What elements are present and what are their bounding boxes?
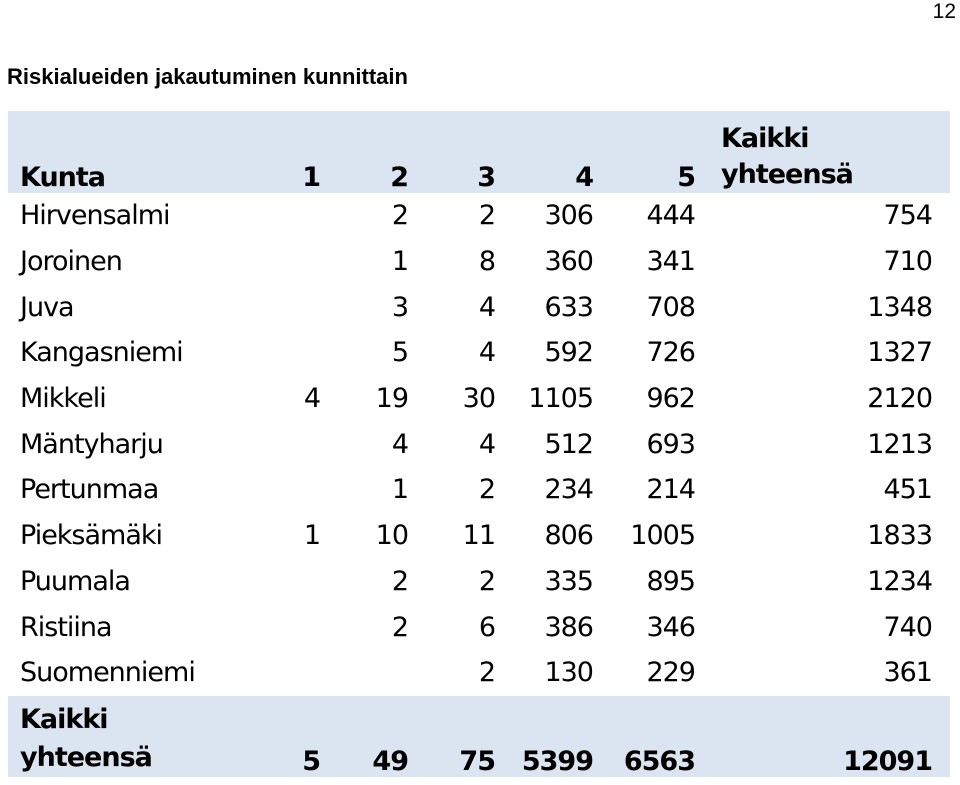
table-header-row xyxy=(8,111,950,193)
table-row xyxy=(8,650,950,696)
cell-class-5: 444 xyxy=(646,200,695,232)
cell-class-1 xyxy=(268,330,330,376)
cell-kunta: Mikkeli xyxy=(20,383,106,415)
cell-class-5: 895 xyxy=(646,565,695,597)
header-class-2: 2 xyxy=(390,162,408,193)
cell-class-1 xyxy=(268,284,330,330)
header-class-4: 4 xyxy=(575,162,593,193)
cell-class-3: 8 xyxy=(478,246,495,278)
footer-class-3: 75 xyxy=(459,745,495,777)
cell-class-2: 5 xyxy=(391,337,408,369)
cell-class-1 xyxy=(268,239,330,285)
cell-class-5: 708 xyxy=(646,291,695,323)
cell-class-5: 1005 xyxy=(630,520,695,552)
cell-class-1 xyxy=(268,193,330,239)
cell-total: 1348 xyxy=(867,291,932,323)
cell-class-1: 1 xyxy=(303,520,320,552)
cell-kunta: Joroinen xyxy=(20,246,122,278)
footer-label-line1: Kaikki xyxy=(20,703,108,735)
footer-class-4: 5399 xyxy=(521,745,593,777)
footer-label xyxy=(8,696,268,777)
header-total-line1: Kaikki xyxy=(721,123,809,154)
footer-label-line2: yhteensä xyxy=(20,741,152,773)
cell-class-5: 214 xyxy=(646,474,695,506)
cell-kunta: Mäntyharju xyxy=(20,428,163,460)
cell-total: 754 xyxy=(883,200,932,232)
cell-class-3: 6 xyxy=(478,611,495,643)
table-body xyxy=(8,193,950,696)
cell-kunta: Puumala xyxy=(20,565,130,597)
cell-class-3: 4 xyxy=(478,428,495,460)
cell-class-1 xyxy=(268,650,330,696)
cell-class-1 xyxy=(268,467,330,513)
cell-class-2: 2 xyxy=(391,200,408,232)
cell-class-1: 4 xyxy=(303,383,320,415)
table-row xyxy=(8,559,950,605)
table-row xyxy=(8,284,950,330)
cell-class-3: 11 xyxy=(462,520,495,552)
cell-class-4: 335 xyxy=(544,565,593,597)
cell-class-4: 1105 xyxy=(528,383,593,415)
cell-class-2 xyxy=(330,650,418,696)
cell-kunta: Suomenniemi xyxy=(20,657,195,689)
header-total xyxy=(705,111,950,193)
footer-total: 12091 xyxy=(843,745,932,777)
table-row xyxy=(8,421,950,467)
cell-class-5: 346 xyxy=(646,611,695,643)
cell-class-4: 633 xyxy=(544,291,593,323)
cell-class-3: 30 xyxy=(462,383,495,415)
cell-kunta: Ristiina xyxy=(20,611,112,643)
cell-class-4: 806 xyxy=(544,520,593,552)
header-kunta: Kunta xyxy=(20,162,106,193)
header-total-line2: yhteensä xyxy=(721,159,853,190)
cell-class-4: 360 xyxy=(544,246,593,278)
cell-total: 1213 xyxy=(867,428,932,460)
cell-total: 740 xyxy=(883,611,932,643)
cell-class-2: 4 xyxy=(391,428,408,460)
header-class-1: 1 xyxy=(302,162,320,193)
cell-kunta: Pertunmaa xyxy=(20,474,159,506)
cell-total: 361 xyxy=(883,657,932,689)
cell-class-5: 229 xyxy=(646,657,695,689)
cell-class-4: 386 xyxy=(544,611,593,643)
cell-class-4: 130 xyxy=(544,657,593,689)
cell-class-2: 3 xyxy=(391,291,408,323)
cell-kunta: Hirvensalmi xyxy=(20,200,170,232)
cell-class-3: 2 xyxy=(478,657,495,689)
cell-class-3: 2 xyxy=(478,474,495,506)
document-title: Riskialueiden jakautuminen kunnittain xyxy=(7,64,408,89)
cell-class-5: 962 xyxy=(646,383,695,415)
table-row xyxy=(8,604,950,650)
cell-total: 451 xyxy=(883,474,932,506)
table-footer-row xyxy=(8,696,950,777)
cell-class-4: 592 xyxy=(544,337,593,369)
cell-total: 2120 xyxy=(867,383,932,415)
cell-class-2: 2 xyxy=(391,611,408,643)
cell-class-4: 306 xyxy=(544,200,593,232)
cell-class-5: 693 xyxy=(646,428,695,460)
footer-class-2: 49 xyxy=(372,745,408,777)
table-image xyxy=(8,111,950,777)
cell-class-4: 234 xyxy=(544,474,593,506)
table-row xyxy=(8,376,950,422)
cell-total: 1327 xyxy=(867,337,932,369)
table-row xyxy=(8,330,950,376)
cell-kunta: Juva xyxy=(20,291,74,323)
cell-class-2: 1 xyxy=(391,246,408,278)
cell-class-1 xyxy=(268,559,330,605)
cell-class-3: 2 xyxy=(478,565,495,597)
cell-class-3: 4 xyxy=(478,291,495,323)
cell-total: 710 xyxy=(883,246,932,278)
cell-class-1 xyxy=(268,421,330,467)
header-class-5: 5 xyxy=(677,162,695,193)
cell-class-4: 512 xyxy=(544,428,593,460)
header-class-3: 3 xyxy=(477,162,495,193)
cell-class-3: 4 xyxy=(478,337,495,369)
cell-class-2: 1 xyxy=(391,474,408,506)
table-row xyxy=(8,513,950,559)
risk-area-table xyxy=(8,111,950,777)
footer-class-1: 5 xyxy=(302,745,320,777)
table-row xyxy=(8,239,950,285)
footer-class-5: 6563 xyxy=(623,745,695,777)
cell-kunta: Pieksämäki xyxy=(20,520,163,552)
page-number: 12 xyxy=(932,0,956,23)
cell-total: 1833 xyxy=(867,520,932,552)
cell-class-3: 2 xyxy=(478,200,495,232)
cell-total: 1234 xyxy=(867,565,932,597)
cell-class-2: 10 xyxy=(375,520,408,552)
cell-class-1 xyxy=(268,604,330,650)
cell-class-2: 2 xyxy=(391,565,408,597)
table-row xyxy=(8,193,950,239)
cell-class-5: 341 xyxy=(646,246,695,278)
cell-kunta: Kangasniemi xyxy=(20,337,183,369)
table-row xyxy=(8,467,950,513)
cell-class-5: 726 xyxy=(646,337,695,369)
cell-class-2: 19 xyxy=(375,383,408,415)
